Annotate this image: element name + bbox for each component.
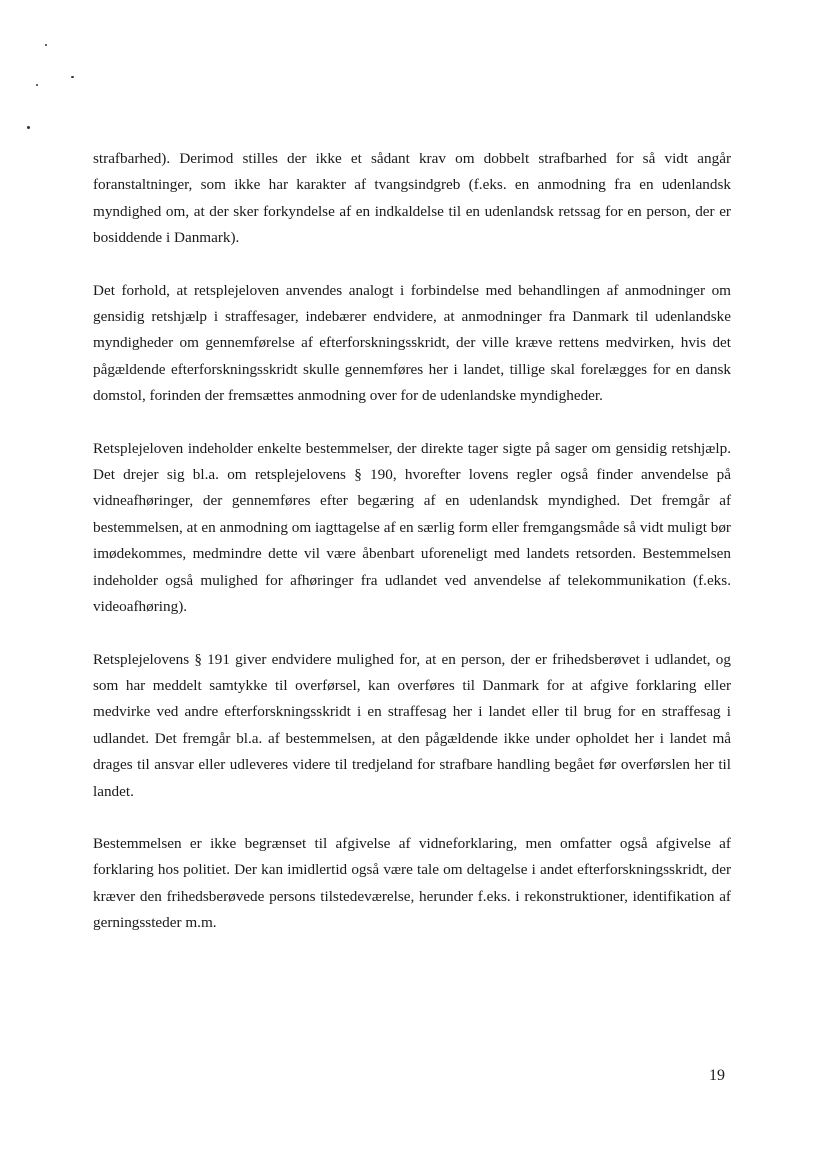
- scan-speck: [27, 126, 30, 129]
- paragraph: strafbarhed). Derimod stilles der ikke et sådant krav om dobbelt strafbarhed for så vidt angår foranstaltninger, som ikke har karakter af tvangsindgreb (f.eks. en anmodning fra en udenlandsk myndighed om, at der sker forkyndelse af en indkaldelse til en udenlandsk retssag for en person, der er bosiddende i Danmark).: [93, 150, 731, 247]
- paragraph: Retsplejeloven indeholder enkelte bestemmelser, der direkte tager sigte på sager om gensidig retshjælp. Det drejer sig bl.a. om retsplejelovens § 190, hvorefter lovens regler også finder anvendelse på vidneafhøringer, der gennemføres efter begæring af en udenlandsk myndighed. Det fremgår af bestemmelsen, at en anmodning om iagttagelse af en særlig form eller fremgangsmåde så vidt muligt bør imødekommes, medmindre dette vil være åbenbart uforeneligt med landets retsorden. Bestemmelsen indeholder også mulighed for afhøringer fra udlandet ved anvendelse af telekommunikation (f.eks. videoafhøring).: [93, 439, 731, 616]
- paragraph: Bestemmelsen er ikke begrænset til afgivelse af vidneforklaring, men omfatter også afgivelse af forklaring hos politiet. Der kan imidlertid også være tale om deltagelse i andet efterforskningsskridt, der kræver den frihedsberøvede persons tilstedeværelse, herunder f.eks. i rekonstruktioner, identifikation af gerningssteder m.m.: [93, 834, 731, 932]
- paragraph: Det forhold, at retsplejeloven anvendes analogt i forbindelse med behandlingen af anmodninger om gensidig retshjælp i straffesager, indebærer endvidere, at anmodninger fra Danmark til udenlandske myndigheder om gennemførelse af efterforskningsskridt, der ville kræve rettens medvirken, hvis det pågældende efterforskningsskridt skulle gennemføres her i landet, tillige skal forelægges for en dansk domstol, forinden der fremsættes anmodning over for de udenlandske myndigheder.: [93, 281, 731, 405]
- scan-speck: [45, 44, 47, 46]
- scan-speck: [71, 76, 74, 78]
- page-number: 19: [709, 1067, 725, 1084]
- scan-speck: [36, 84, 38, 86]
- paragraph: Retsplejelovens § 191 giver endvidere mulighed for, at en person, der er frihedsberøvet i udlandet, og som har meddelt samtykke til overførsel, kan overføres til Danmark for at afgive forklaring eller medvirke ved andre efterforskningsskridt i en straffesag her i landet eller til brug for en straffesag i udlandet. Det fremgår bl.a. af bestemmelsen, at den pågældende ikke under opholdet her i landet må drages til ansvar eller udleveres videre til tredjeland for strafbare handling begået før overførslen her til landet.: [93, 650, 731, 800]
- body-text: [93, 146, 731, 963]
